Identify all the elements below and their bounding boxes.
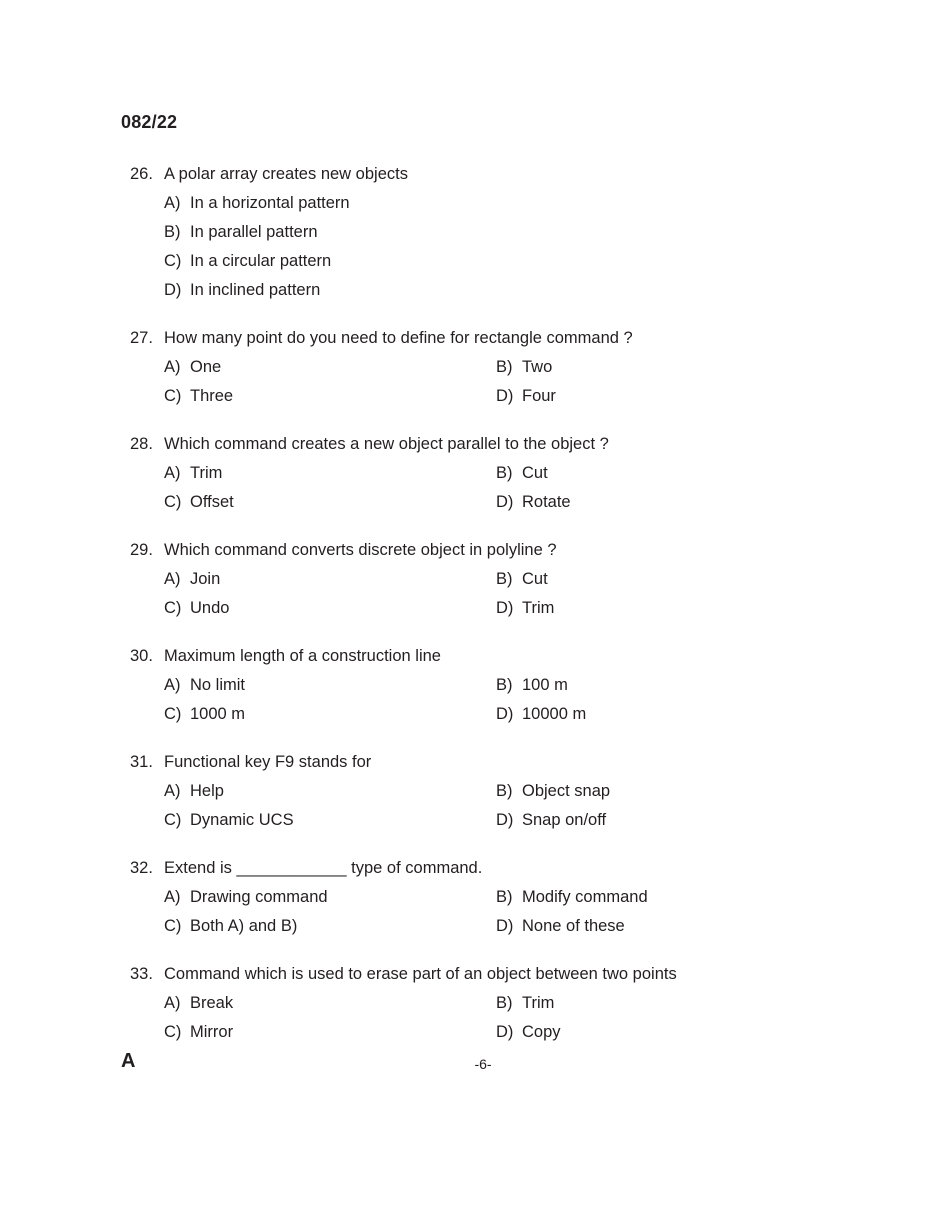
question-text: Extend is ____________ type of command. xyxy=(164,859,483,877)
page-number: -6- xyxy=(474,1056,492,1072)
options xyxy=(164,989,770,1047)
option-letter: B) xyxy=(496,994,513,1012)
option-c xyxy=(164,1018,496,1047)
option-letter: B) xyxy=(496,358,513,376)
option-text: 100 m xyxy=(522,676,568,694)
option-text: Both A) and B) xyxy=(190,917,298,935)
option-text: Object snap xyxy=(522,782,611,800)
option-text: Help xyxy=(190,782,224,800)
option-letter: B) xyxy=(496,782,513,800)
option-text: Trim xyxy=(522,994,555,1012)
option-a xyxy=(164,353,496,382)
question-stem xyxy=(130,430,770,459)
option-letter: A) xyxy=(164,782,181,800)
option-c xyxy=(164,247,796,276)
option-a xyxy=(164,671,496,700)
series-letter: A xyxy=(121,1050,136,1072)
question-stem xyxy=(130,324,770,353)
option-text: Cut xyxy=(522,570,548,588)
option-b xyxy=(496,883,796,912)
option-letter: D) xyxy=(496,1023,514,1041)
question-33 xyxy=(130,960,770,1047)
question-31 xyxy=(130,748,770,835)
question-text: Command which is used to erase part of an object between two points xyxy=(164,965,677,983)
option-d xyxy=(164,276,796,305)
option-letter: A) xyxy=(164,464,181,482)
option-c xyxy=(164,594,496,623)
question-number: 30. xyxy=(130,647,153,665)
option-d xyxy=(496,488,796,517)
question-number: 29. xyxy=(130,541,153,559)
question-27 xyxy=(130,324,770,411)
option-text: Join xyxy=(190,570,221,588)
question-number: 28. xyxy=(130,435,153,453)
question-text: Which command creates a new object parallel to the object ? xyxy=(164,435,609,453)
option-letter: D) xyxy=(496,917,514,935)
option-letter: D) xyxy=(164,281,182,299)
option-c xyxy=(164,806,496,835)
paper-code: 082/22 xyxy=(121,112,178,132)
question-list xyxy=(130,160,770,1066)
option-b xyxy=(164,218,796,247)
option-d xyxy=(496,700,796,729)
option-text: Drawing command xyxy=(190,888,328,906)
option-letter: C) xyxy=(164,705,182,723)
option-c xyxy=(164,912,496,941)
question-32 xyxy=(130,854,770,941)
options xyxy=(164,883,770,941)
option-letter: A) xyxy=(164,676,181,694)
question-stem xyxy=(130,960,770,989)
option-letter: C) xyxy=(164,493,182,511)
option-letter: C) xyxy=(164,917,182,935)
option-text: No limit xyxy=(190,676,246,694)
question-stem xyxy=(130,854,770,883)
option-text: Snap on/off xyxy=(522,811,607,829)
question-stem xyxy=(130,160,770,189)
options xyxy=(164,671,770,729)
option-d xyxy=(496,382,796,411)
question-text: Maximum length of a construction line xyxy=(164,647,441,665)
option-letter: A) xyxy=(164,994,181,1012)
question-text: Which command converts discrete object in polyline ? xyxy=(164,541,557,559)
question-28 xyxy=(130,430,770,517)
question-text: How many point do you need to define for rectangle command ? xyxy=(164,329,633,347)
options xyxy=(164,189,770,305)
option-c xyxy=(164,700,496,729)
option-text: In parallel pattern xyxy=(190,223,318,241)
option-d xyxy=(496,806,796,835)
option-letter: D) xyxy=(496,387,514,405)
option-a xyxy=(164,883,496,912)
option-letter: C) xyxy=(164,811,182,829)
option-b xyxy=(496,565,796,594)
option-text: Modify command xyxy=(522,888,648,906)
option-b xyxy=(496,989,796,1018)
question-number: 31. xyxy=(130,753,153,771)
option-b xyxy=(496,353,796,382)
option-text: Trim xyxy=(190,464,223,482)
options xyxy=(164,353,770,411)
option-d xyxy=(496,912,796,941)
option-letter: C) xyxy=(164,1023,182,1041)
option-letter: B) xyxy=(496,888,513,906)
option-text: Offset xyxy=(190,493,234,511)
option-text: None of these xyxy=(522,917,625,935)
question-text: A polar array creates new objects xyxy=(164,165,408,183)
option-letter: B) xyxy=(496,676,513,694)
option-text: Rotate xyxy=(522,493,571,511)
option-text: Copy xyxy=(522,1023,561,1041)
option-letter: A) xyxy=(164,888,181,906)
question-number: 33. xyxy=(130,965,153,983)
option-text: In a horizontal pattern xyxy=(190,194,350,212)
option-text: Four xyxy=(522,387,556,405)
option-letter: A) xyxy=(164,570,181,588)
option-a xyxy=(164,459,496,488)
option-text: Two xyxy=(522,358,553,376)
options xyxy=(164,565,770,623)
option-a xyxy=(164,189,796,218)
question-number: 26. xyxy=(130,165,153,183)
question-number: 32. xyxy=(130,859,153,877)
option-letter: A) xyxy=(164,194,181,212)
option-text: Break xyxy=(190,994,234,1012)
option-a xyxy=(164,989,496,1018)
option-text: Undo xyxy=(190,599,230,617)
question-stem xyxy=(130,748,770,777)
option-text: 1000 m xyxy=(190,705,246,723)
option-text: One xyxy=(190,358,222,376)
option-text: Cut xyxy=(522,464,548,482)
question-text: Functional key F9 stands for xyxy=(164,753,372,771)
option-b xyxy=(496,777,796,806)
option-letter: A) xyxy=(164,358,181,376)
option-letter: C) xyxy=(164,599,182,617)
option-a xyxy=(164,565,496,594)
option-letter: D) xyxy=(496,705,514,723)
option-b xyxy=(496,671,796,700)
option-a xyxy=(164,777,496,806)
question-29 xyxy=(130,536,770,623)
question-stem xyxy=(130,642,770,671)
option-letter: C) xyxy=(164,387,182,405)
question-number: 27. xyxy=(130,329,153,347)
option-c xyxy=(164,382,496,411)
option-letter: B) xyxy=(496,464,513,482)
option-letter: B) xyxy=(496,570,513,588)
option-d xyxy=(496,1018,796,1047)
option-text: Dynamic UCS xyxy=(190,811,294,829)
option-b xyxy=(496,459,796,488)
option-letter: D) xyxy=(496,599,514,617)
question-stem xyxy=(130,536,770,565)
option-letter: B) xyxy=(164,223,181,241)
option-letter: C) xyxy=(164,252,182,270)
option-d xyxy=(496,594,796,623)
option-text: Three xyxy=(190,387,234,405)
options xyxy=(164,459,770,517)
option-text: Mirror xyxy=(190,1023,234,1041)
option-text: 10000 m xyxy=(522,705,587,723)
option-letter: D) xyxy=(496,811,514,829)
option-text: Trim xyxy=(522,599,555,617)
question-26 xyxy=(130,160,770,305)
options xyxy=(164,777,770,835)
option-letter: D) xyxy=(496,493,514,511)
option-text: In a circular pattern xyxy=(190,252,332,270)
option-c xyxy=(164,488,496,517)
question-30 xyxy=(130,642,770,729)
option-text: In inclined pattern xyxy=(190,281,321,299)
